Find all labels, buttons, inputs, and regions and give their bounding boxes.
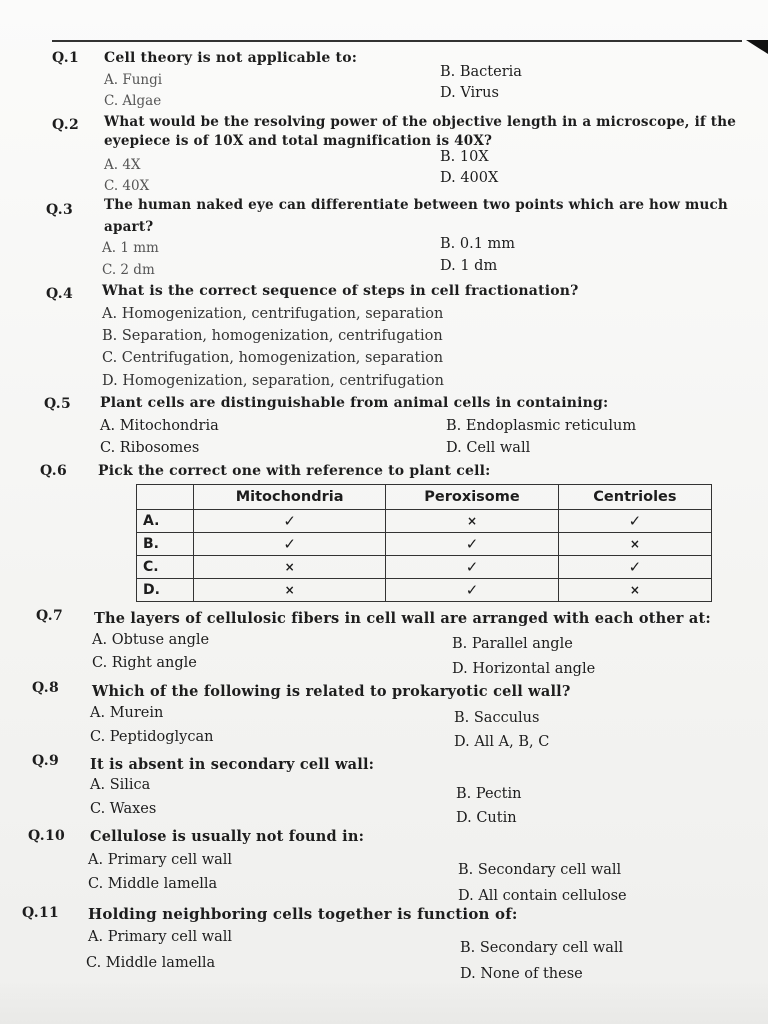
option-c: C. Centrifugation, homogenization, separation [102,350,444,366]
option-d: D. Homogenization, separation, centrifugation [102,373,444,389]
question-number: Q.2 [52,117,80,133]
option-c: C. Middle lamella [88,876,218,892]
row-label: B. [137,533,194,556]
tick-mark-cell: ✓ [386,579,559,602]
option-c: C. 40X [104,178,150,194]
option-d: D. All A, B, C [454,734,550,750]
option-a: A. Obtuse angle [92,632,210,648]
table-row [137,510,712,533]
option-b: B. 0.1 mm [440,236,516,252]
option-b: B. 10X [440,149,489,165]
cross-mark-cell: × [558,579,711,602]
option-c: C. Right angle [92,655,197,671]
option-c: C. Algae [104,93,162,109]
option-a: A. Homogenization, centrifugation, separation [102,306,444,322]
page-bottom-shadow [0,982,768,1024]
question-number: Q.1 [52,50,80,66]
option-d: D. Cutin [456,810,517,826]
option-b: B. Bacteria [440,64,522,80]
table-header: Centrioles [558,485,711,510]
option-d: D. 400X [440,170,499,186]
question-text: Cellulose is usually not found in: [90,828,365,845]
cross-mark-cell: × [194,579,386,602]
table-header-row [137,485,712,510]
question-number: Q.9 [32,753,60,769]
tick-mark-cell: ✓ [558,510,711,533]
option-c: C. 2 dm [102,262,155,278]
tick-mark-cell: ✓ [558,556,711,579]
row-label: A. [137,510,194,533]
option-b: B. Sacculus [454,710,540,726]
row-label: D. [137,579,194,602]
table-row [137,533,712,556]
cross-mark-cell: × [386,510,559,533]
question-text: Pick the correct one with reference to plant cell: [98,463,491,479]
option-b: B. Pectin [456,786,522,802]
table-header [137,485,194,510]
table-row [137,556,712,579]
option-d: D. 1 dm [440,258,498,274]
option-d: D. Horizontal angle [452,661,596,677]
question-text: What is the correct sequence of steps in cell fractionation? [102,283,579,299]
question-number: Q.10 [28,828,66,844]
cross-mark-cell: × [558,533,711,556]
question-text: It is absent in secondary cell wall: [90,756,375,773]
option-b: B. Secondary cell wall [458,862,622,878]
question-number: Q.8 [32,680,60,696]
option-b: B. Separation, homogenization, centrifugation [102,328,443,344]
tick-mark-cell: ✓ [386,556,559,579]
question-text-continued: eyepiece is of 10X and total magnification is 40X? [104,133,493,149]
question-text: Which of the following is related to prokaryotic cell wall? [92,683,571,700]
option-d: D. All contain cellulose [458,888,627,904]
option-c: C. Middle lamella [86,955,216,971]
option-a: A. Primary cell wall [88,929,233,945]
top-rule [52,40,742,42]
option-c: C. Ribosomes [100,440,200,456]
table-row [137,579,712,602]
option-c: C. Waxes [90,801,157,817]
option-a: A. Silica [90,777,151,793]
option-d: D. Cell wall [446,440,531,456]
tick-mark-cell: ✓ [194,510,386,533]
question-text: What would be the resolving power of the objective length in a microscope, if the [104,114,737,130]
option-a: A. 4X [104,157,141,173]
question-text: The layers of cellulosic fibers in cell wall are arranged with each other at: [94,610,711,627]
question-text: Cell theory is not applicable to: [104,50,358,66]
option-a: A. Primary cell wall [88,852,233,868]
question-number: Q.4 [46,286,74,302]
question-text: Plant cells are distinguishable from animal cells in containing: [100,395,609,411]
option-c: C. Peptidoglycan [90,729,214,745]
table-header: Peroxisome [386,485,559,510]
option-b: B. Secondary cell wall [460,940,624,956]
question-text: The human naked eye can differentiate between two points which are how much [104,197,728,213]
plant-cell-table [136,484,712,602]
page-corner [746,40,768,54]
option-a: A. Murein [90,705,164,721]
option-a: A. Fungi [104,72,163,88]
option-a: A. 1 mm [102,240,159,256]
question-number: Q.7 [36,608,64,624]
row-label: C. [137,556,194,579]
question-number: Q.5 [44,396,72,412]
option-b: B. Endoplasmic reticulum [446,418,637,434]
question-text-continued: apart? [104,219,154,235]
cross-mark-cell: × [194,556,386,579]
question-number: Q.11 [22,905,60,921]
question-text: Holding neighboring cells together is function of: [88,905,518,923]
option-d: D. Virus [440,85,499,101]
table-header: Mitochondria [194,485,386,510]
tick-mark-cell: ✓ [194,533,386,556]
option-b: B. Parallel angle [452,636,573,652]
tick-mark-cell: ✓ [386,533,559,556]
option-a: A. Mitochondria [100,418,219,434]
question-number: Q.3 [46,202,74,218]
question-number: Q.6 [40,463,68,479]
option-d: D. None of these [460,966,583,982]
